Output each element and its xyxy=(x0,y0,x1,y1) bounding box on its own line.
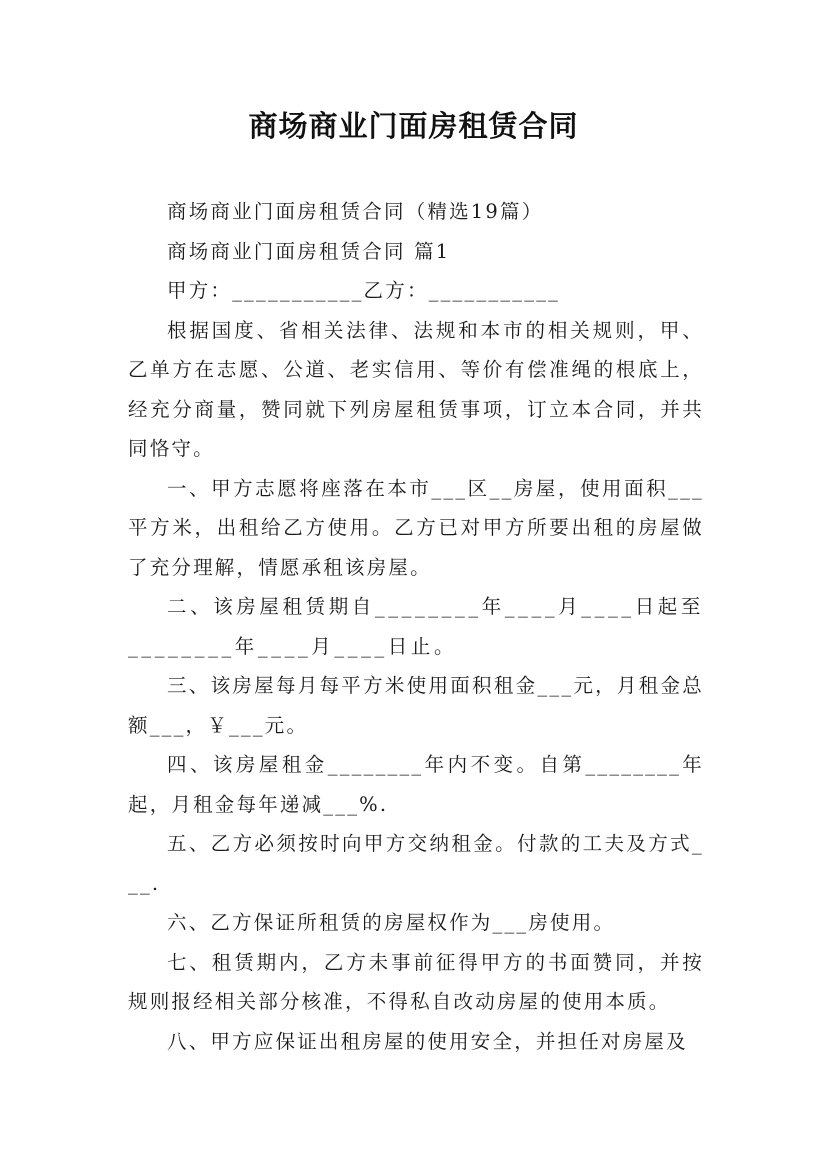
paragraph-clause-4: 四、该房屋租金________年内不变。自第________年起，月租金每年递减___%. xyxy=(128,753,704,816)
paragraph-clause-5: 五、乙方必须按时向甲方交纳租金。付款的工夫及方式___. xyxy=(128,832,704,895)
paragraph-clause-1: 一、甲方志愿将座落在本市___区__房屋，使用面积___平方米，出租给乙方使用。乙方已对甲方所要出租的房屋做了充分理解，情愿承租该房屋。 xyxy=(128,476,704,579)
paragraph-clause-6: 六、乙方保证所租赁的房屋权作为___房使用。 xyxy=(167,911,616,934)
paragraph-clause-8: 八、甲方应保证出租房屋的使用安全，并担任对房屋及 xyxy=(167,1029,688,1053)
paragraph-clause-3: 三、该房屋每月每平方米使用面积租金___元，月租金总额___，￥___元。 xyxy=(128,674,704,737)
paragraph-clause-2: 二、该房屋租赁期自________年____月____日起至________年____月____日止。 xyxy=(128,595,704,658)
document-body xyxy=(128,192,704,1061)
paragraph-subtitle: 商场商业门面房租赁合同（精选19篇） xyxy=(167,200,544,223)
document-title: 商场商业门面房租赁合同 xyxy=(248,109,579,143)
paragraph-preamble: 根据国度、省相关法律、法规和本市的相关规则，甲、乙单方在志愿、公道、老实信用、等价有偿准绳的根底上，经充分商量，赞同就下列房屋租赁事项，订立本合同，并共同恪守。 xyxy=(128,318,704,460)
paragraph-section-heading: 商场商业门面房租赁合同 篇1 xyxy=(167,239,451,263)
paragraph-clause-7: 七、租赁期内，乙方未事前征得甲方的书面赞同，并按规则报经相关部分核准，不得私自改动房屋的使用本质。 xyxy=(128,950,704,1013)
paragraph-parties: 甲方：___________乙方：___________ xyxy=(167,279,561,302)
